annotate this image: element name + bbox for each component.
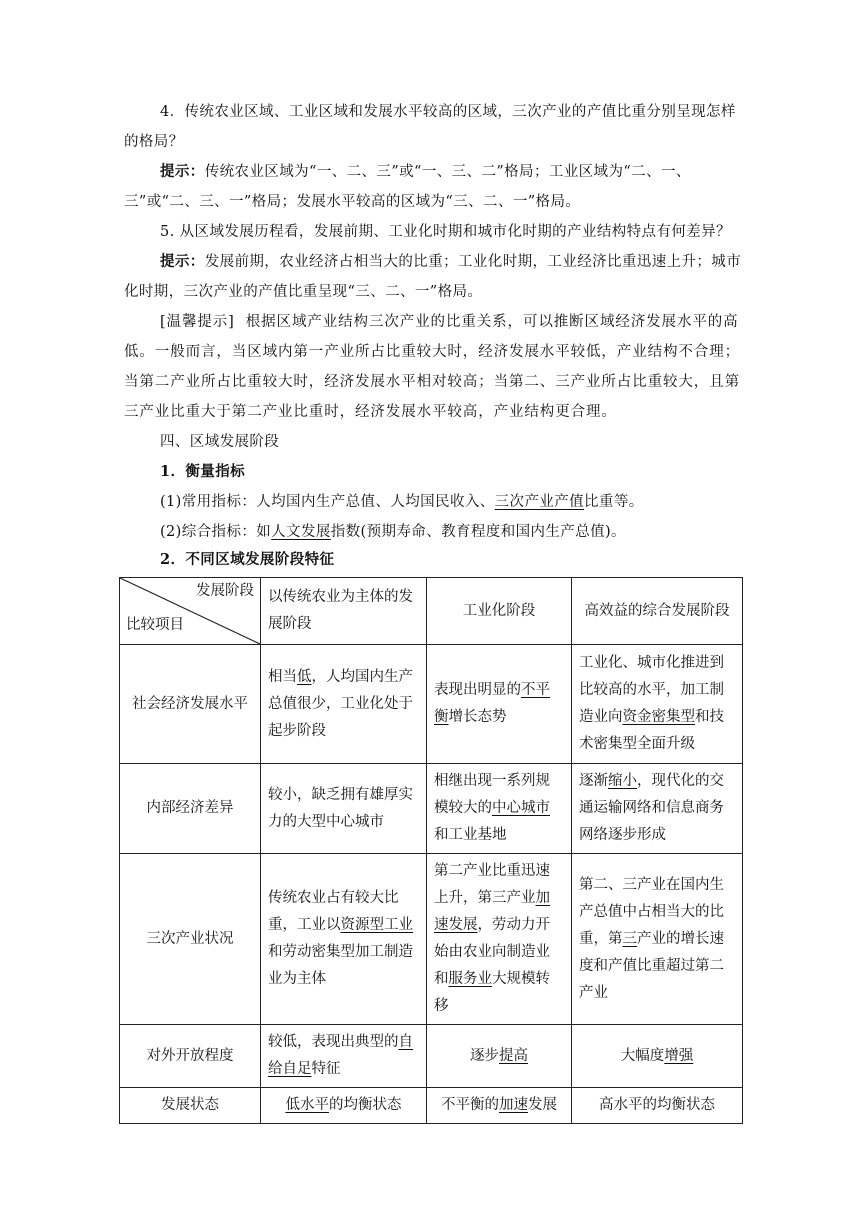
stage-comparison-table xyxy=(119,577,743,1124)
cell-underlined: 增强 xyxy=(664,1047,694,1064)
cell-text: 逐步 xyxy=(470,1047,499,1064)
indicator-common-tail: 比重等。 xyxy=(584,494,644,510)
table-cell: 高水平的均衡状态 xyxy=(572,1088,743,1124)
cell-underlined: 资金密集型 xyxy=(622,709,695,725)
cell-text: 的均衡状态 xyxy=(329,1097,402,1113)
answer-5-text: 发展前期，农业经济占相当大的比重；工业化时期，工业经济比重迅速上升；城市化时期，三次产业的产值比重呈现“三、二、一”格局。 xyxy=(124,254,742,300)
cell-text: 工业化、城市化推进到比较高的水平，加工制造业向 xyxy=(579,655,724,725)
table-cell xyxy=(427,1025,572,1088)
cell-underlined: 自给自足 xyxy=(268,1034,413,1077)
table-cell xyxy=(261,854,427,1025)
answer-5 xyxy=(124,247,744,307)
table-cell xyxy=(572,645,743,764)
table-row xyxy=(120,645,743,764)
cell-text: 逐渐 xyxy=(579,773,608,789)
indicator-composite xyxy=(124,517,744,547)
table-cell xyxy=(261,1088,427,1124)
row-label: 内部经济差异 xyxy=(120,764,261,854)
header-item-label: 比较项目 xyxy=(126,617,184,633)
table-cell xyxy=(427,1088,572,1124)
indicator-composite-tail: 指数(预期寿命、教育程度和国内生产总值)。 xyxy=(330,524,626,540)
cell-text: ，现代化的交通运输网络和信息商务网络逐步形成 xyxy=(579,773,724,843)
table-cell xyxy=(572,1025,743,1088)
diagonal-header-cell xyxy=(120,578,261,645)
cell-underlined: 缩小 xyxy=(608,773,637,789)
cell-underlined: 低水平 xyxy=(285,1097,329,1113)
cell-text: 和工业基地 xyxy=(434,827,507,843)
indicator-composite-underlined: 人文发展 xyxy=(271,524,331,540)
column-header-agricultural: 以传统农业为主体的发展阶段 xyxy=(261,578,427,645)
cell-text: 大幅度 xyxy=(620,1047,665,1064)
cell-underlined: 加速 xyxy=(499,1097,528,1113)
subheading-indicators: 1．衡量指标 xyxy=(160,463,245,480)
column-header-comprehensive: 高效益的综合发展阶段 xyxy=(572,578,743,645)
cell-underlined: 低 xyxy=(297,668,312,685)
indicator-composite-text: (2)综合指标：如 xyxy=(160,524,272,540)
cell-text: 大规模转移 xyxy=(434,971,550,1014)
table-row xyxy=(120,764,743,854)
indicator-common-underlined: 三次产业产值 xyxy=(494,494,585,510)
cell-underlined: 资源型工业 xyxy=(340,917,413,933)
row-label: 对外开放程度 xyxy=(120,1025,261,1088)
cell-underlined: 加速发展 xyxy=(434,890,550,933)
cell-text: 和技术密集型全面升级 xyxy=(579,709,724,752)
indicator-common-text: (1)常用指标：人均国内生产总值、人均国民收入、 xyxy=(160,494,495,510)
table-cell xyxy=(261,1025,427,1088)
table-row xyxy=(120,1025,743,1088)
cell-text: 传统农业占有较大比重，工业以 xyxy=(268,890,399,933)
table-row xyxy=(120,854,743,1025)
row-label: 三次产业状况 xyxy=(120,854,261,1025)
cell-text: 较低，表现出典型的 xyxy=(268,1034,399,1050)
row-label: 发展状态 xyxy=(120,1088,261,1124)
answer-4-text: 传统农业区域为“一、二、三”或“一、三、二”格局；工业区域为“二、一、三”或“二、三、一”格局；发展水平较高的区域为“三、二、一”格局。 xyxy=(124,164,691,210)
section-heading: 四、区域发展阶段 xyxy=(160,434,280,450)
question-5: 5. 从区域发展历程看，发展前期、工业化时期和城市化时期的产业结构特点有何差异？ xyxy=(160,224,731,240)
cell-underlined: 服务业 xyxy=(448,971,492,987)
warm-tip xyxy=(124,307,744,427)
hint-label: 提示： xyxy=(160,253,205,270)
cell-text: 和劳动密集型加工制造业为主体 xyxy=(268,944,413,987)
indicator-common xyxy=(124,487,744,517)
cell-underlined: 三 xyxy=(622,930,637,947)
cell-text: 相继出现一系列规模较大的 xyxy=(434,773,550,816)
table-cell xyxy=(572,764,743,854)
table-row xyxy=(120,1088,743,1124)
answer-4 xyxy=(124,157,744,217)
cell-underlined: 中心城市 xyxy=(492,800,550,816)
cell-text: ，劳动力开始由农业向制造业和 xyxy=(434,917,550,987)
cell-text: 增长态势 xyxy=(448,709,507,725)
warm-tip-text: 根据区域产业结构三次产业的比重关系，可以推断区域经济发展水平的高低。一般而言，当区域内第一产业所占比重较大时，经济发展水平较低，产业结构不合理；当第二产业所占比重较大时，经济发展水平相对较高；当第二、三产业所占比重较大，且第三产业比重大于第二产业比重时，经济发展水平较高，产业结构更合理。 xyxy=(124,314,740,420)
row-label: 社会经济发展水平 xyxy=(120,645,261,764)
subheading-stages: 2．不同区域发展阶段特征 xyxy=(160,551,335,568)
hint-label: 提示： xyxy=(160,163,205,180)
warm-tip-label: [温馨提示] xyxy=(160,314,235,330)
table-cell xyxy=(427,764,572,854)
cell-text: 第二产业比重迅速上升，第三产业 xyxy=(434,863,550,906)
table-cell xyxy=(427,645,572,764)
column-header-industrial: 工业化阶段 xyxy=(427,578,572,645)
cell-text: 第二、三产业在国内生产总值中占相当大的比重，第 xyxy=(579,876,724,947)
cell-text: 相当 xyxy=(268,668,297,685)
cell-text: ，人均国内生产总值很少，工业化处于起步阶段 xyxy=(268,668,413,739)
cell-text: 产业的增长速度和产值比重超过第二产业 xyxy=(579,930,724,1001)
table-cell: 较小，缺乏拥有雄厚实力的大型中心城市 xyxy=(261,764,427,854)
question-4: 4．传统农业区域、工业区域和发展水平较高的区域，三次产业的产值比重分别呈现怎样的格局？ xyxy=(124,104,736,150)
header-stage-label: 发展阶段 xyxy=(196,583,254,599)
table-cell xyxy=(427,854,572,1025)
cell-text: 特征 xyxy=(311,1061,341,1077)
cell-underlined: 不平衡 xyxy=(434,682,550,725)
cell-text: 不平衡的 xyxy=(441,1097,499,1113)
table-cell xyxy=(572,854,743,1025)
cell-underlined: 提高 xyxy=(499,1047,528,1064)
cell-text: 发展 xyxy=(528,1097,557,1113)
table-cell xyxy=(261,645,427,764)
table-header-row xyxy=(120,578,743,645)
cell-text: 表现出明显的 xyxy=(434,682,521,698)
